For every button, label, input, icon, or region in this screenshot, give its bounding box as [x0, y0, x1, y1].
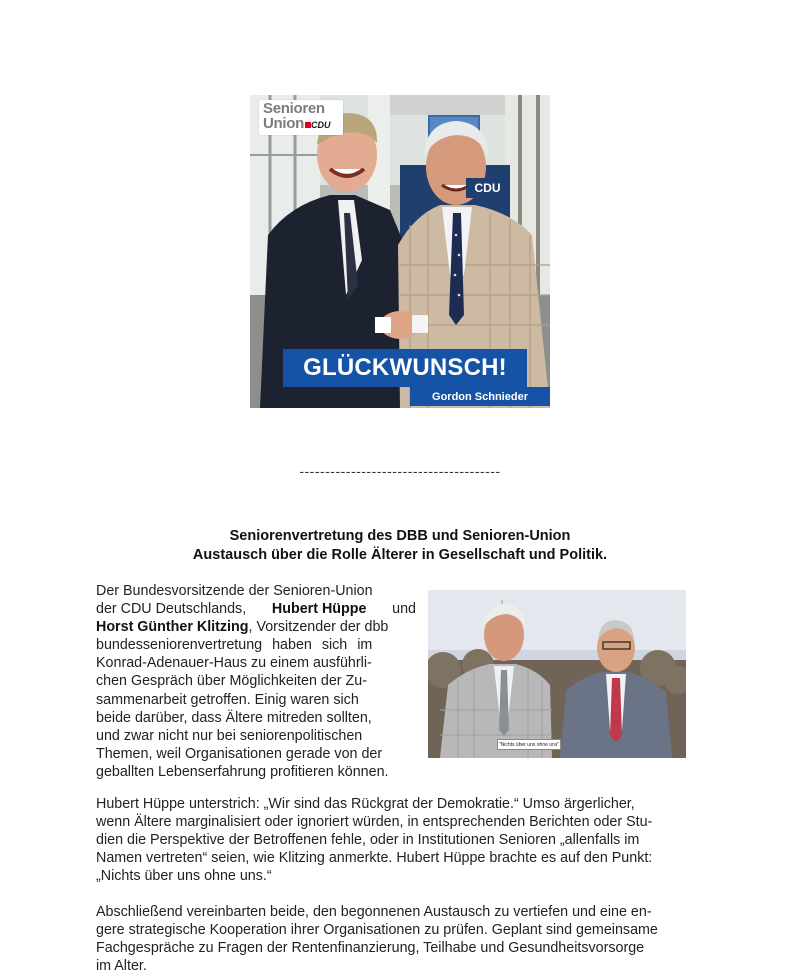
- paragraph-conclusion: [96, 903, 708, 975]
- text-span: Der Bundesvorsitzende der Senioren-Union: [96, 583, 373, 599]
- banner-person-name: Gordon Schnieder: [410, 387, 550, 406]
- text-line: bundesseniorenvertretung haben sich im: [96, 637, 373, 654]
- photo-sign-slogan: "Nichts über uns ohne uns": [497, 739, 561, 750]
- senioren-union-logo: [259, 100, 343, 135]
- text-line: gere strategische Kooperation ihrer Organisationen zu prüfen. Geplant sind gemeinsame: [96, 922, 658, 939]
- text-line: chen Gespräch über Möglichkeiten der Zu-: [96, 673, 367, 690]
- text-line: Fachgespräche zu Fragen der Rentenfinanzierung, Teilhabe und Gesundheitsvorsorge: [96, 940, 645, 957]
- text-span: , Vorsitzender der dbb: [248, 619, 389, 636]
- logo-text-union: Union: [263, 115, 304, 132]
- photo-two-men-outdoors: [428, 590, 686, 758]
- text-line: Namen vertreten“ seien, wie Klitzing anmerkte. Hubert Hüppe brachte es auf den Punkt:: [96, 850, 653, 867]
- article-heading: Seniorenvertretung des DBB und Senioren-Union: [229, 528, 571, 544]
- text-line: im Alter.: [96, 958, 147, 975]
- text-line: dien die Perspektive der Betroffenen fehle, oder in Institutionen Senioren „allenfalls im: [96, 832, 640, 849]
- name-horst-guenther-klitzing: Horst Günther Klitzing: [96, 619, 249, 636]
- paragraph-intro: [96, 582, 416, 781]
- text-line: Konrad-Adenauer-Haus zu einem ausführli-: [96, 655, 372, 672]
- dashed-separator: ---------------------------------------: [299, 463, 501, 479]
- congratulations-photo-card: [250, 95, 550, 408]
- text-line: [96, 582, 416, 600]
- text-line: beide darüber, dass Ältere mitreden sollten,: [96, 709, 372, 726]
- congratulations-banner: GLÜCKWUNSCH!: [283, 349, 527, 387]
- text-line: und zwar nicht nur bei seniorenpolitischen: [96, 727, 363, 744]
- text-line: Abschließend vereinbarten beide, den begonnenen Austausch zu vertiefen und eine en-: [96, 904, 652, 920]
- text-line: Hubert Hüppe unterstrich: „Wir sind das Rückgrat der Demokratie.“ Umso ärgerlicher,: [96, 796, 635, 812]
- name-hubert-hueppe: Hubert Hüppe: [271, 601, 367, 618]
- text-line: [96, 600, 416, 618]
- text-span: und: [392, 601, 416, 618]
- logo-text-senioren: Senioren: [263, 100, 325, 117]
- text-line: wenn Ältere marginalisiert oder ignoriert würden, in entsprechenden Berichten oder Stu-: [96, 814, 653, 831]
- text-line: Themen, weil Organisationen gerade von der: [96, 745, 383, 762]
- photo-hueppe-klitzing: [428, 590, 686, 758]
- text-line: „Nichts über uns ohne uns.“: [96, 868, 272, 885]
- logo-text-cdu: CDU: [311, 120, 331, 130]
- text-line: geballten Lebenserfahrung profitieren können.: [96, 763, 389, 780]
- article-subheading: Austausch über die Rolle Älterer in Gesellschaft und Politik.: [192, 547, 608, 563]
- paragraph-quote: [96, 795, 708, 885]
- wall-cdu-sign: CDU: [466, 178, 509, 198]
- text-line: sammenarbeit getroffen. Einig waren sich: [96, 691, 359, 708]
- text-span: der CDU Deutschlands,: [96, 601, 247, 618]
- text-line: [96, 618, 416, 636]
